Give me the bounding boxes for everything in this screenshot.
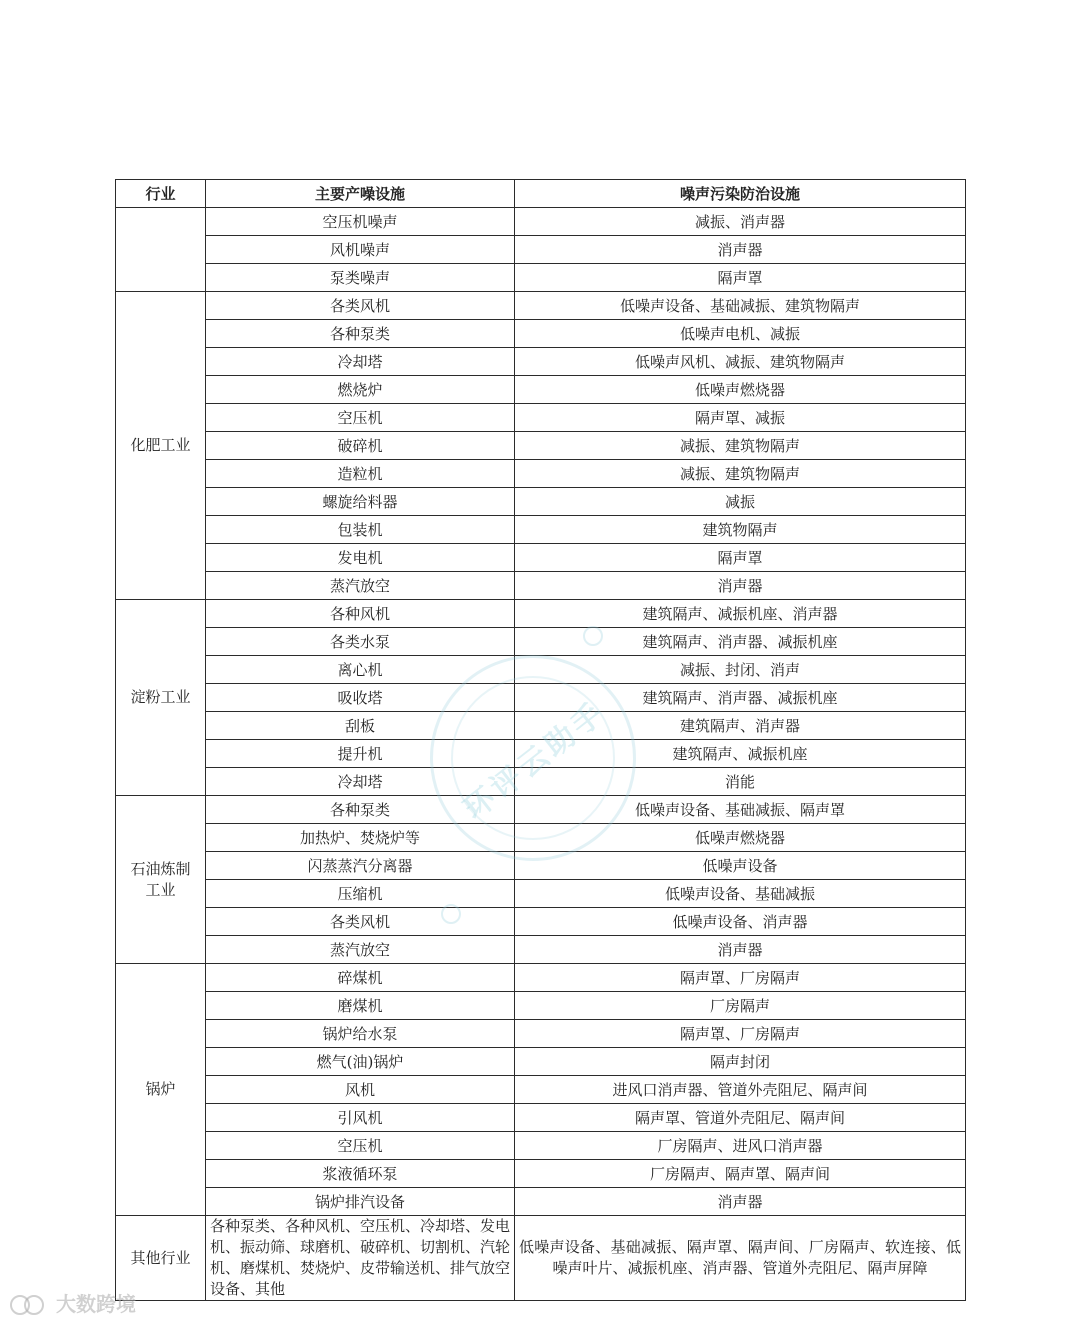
table-row: [116, 1132, 966, 1160]
noise-source-cell: 各类风机: [206, 908, 515, 936]
noise-source-cell: 各种泵类: [206, 796, 515, 824]
control-measure-cell: 减振、消声器: [515, 208, 966, 236]
noise-source-cell: 螺旋给料器: [206, 488, 515, 516]
control-measure-cell: 隔声罩: [515, 544, 966, 572]
control-measure-cell: 低噪声设备、基础减振、隔声罩、隔声间、厂房隔声、软连接、低噪声叶片、减振机座、消声器、管道外壳阻尼、隔声屏障: [515, 1216, 966, 1301]
noise-source-cell: 离心机: [206, 656, 515, 684]
footer-brand-text: 大数跨境: [56, 1292, 136, 1316]
table-row: [116, 348, 966, 376]
noise-source-cell: 冷却塔: [206, 768, 515, 796]
control-measure-cell: 建筑隔声、减振机座: [515, 740, 966, 768]
noise-source-cell: 破碎机: [206, 432, 515, 460]
control-measure-cell: 厂房隔声: [515, 992, 966, 1020]
noise-source-cell: 各种风机: [206, 600, 515, 628]
noise-source-cell: 锅炉排汽设备: [206, 1188, 515, 1216]
noise-source-cell: 磨煤机: [206, 992, 515, 1020]
noise-source-cell: 浆液循环泵: [206, 1160, 515, 1188]
control-measure-cell: 建筑物隔声: [515, 516, 966, 544]
table-row: [116, 852, 966, 880]
control-measure-cell: 低噪声燃烧器: [515, 376, 966, 404]
table-row: [116, 908, 966, 936]
control-measure-cell: 建筑隔声、消声器、减振机座: [515, 628, 966, 656]
noise-control-table: [115, 179, 966, 1301]
table-row: [116, 740, 966, 768]
table-row: [116, 376, 966, 404]
control-measure-cell: 消能: [515, 768, 966, 796]
noise-source-cell: 各种泵类: [206, 320, 515, 348]
header-industry: 行业: [116, 180, 206, 208]
control-measure-cell: 低噪声设备、消声器: [515, 908, 966, 936]
noise-source-cell: 冷却塔: [206, 348, 515, 376]
control-measure-cell: 消声器: [515, 936, 966, 964]
header-control-measure: 噪声污染防治设施: [515, 180, 966, 208]
table-row: [116, 292, 966, 320]
industry-cell: 淀粉工业: [116, 600, 206, 796]
industry-cell: 石油炼制 工业: [116, 796, 206, 964]
control-measure-cell: 低噪声风机、减振、建筑物隔声: [515, 348, 966, 376]
control-measure-cell: 隔声罩、厂房隔声: [515, 1020, 966, 1048]
table-row: [116, 488, 966, 516]
table-row: [116, 208, 966, 236]
control-measure-cell: 隔声罩: [515, 264, 966, 292]
control-measure-cell: 低噪声设备、基础减振、建筑物隔声: [515, 292, 966, 320]
industry-cell: 其他行业: [116, 1216, 206, 1301]
control-measure-cell: 低噪声燃烧器: [515, 824, 966, 852]
table-row: [116, 796, 966, 824]
control-measure-cell: 建筑隔声、消声器、减振机座: [515, 684, 966, 712]
noise-source-cell: 燃烧炉: [206, 376, 515, 404]
control-measure-cell: 消声器: [515, 1188, 966, 1216]
noise-source-cell: 风机: [206, 1076, 515, 1104]
table-row: [116, 1076, 966, 1104]
control-measure-cell: 隔声罩、管道外壳阻尼、隔声间: [515, 1104, 966, 1132]
control-measure-cell: 消声器: [515, 236, 966, 264]
industry-cell: [116, 208, 206, 292]
table-row: [116, 236, 966, 264]
noise-source-cell: 闪蒸蒸汽分离器: [206, 852, 515, 880]
control-measure-cell: 消声器: [515, 572, 966, 600]
control-measure-cell: 隔声封闭: [515, 1048, 966, 1076]
control-measure-cell: 低噪声设备、基础减振: [515, 880, 966, 908]
noise-source-cell: 各类风机: [206, 292, 515, 320]
noise-source-cell: 风机噪声: [206, 236, 515, 264]
control-measure-cell: 减振、封闭、消声: [515, 656, 966, 684]
noise-source-cell: 发电机: [206, 544, 515, 572]
control-measure-cell: 隔声罩、厂房隔声: [515, 964, 966, 992]
table-row: [116, 1216, 966, 1301]
control-measure-cell: 厂房隔声、进风口消声器: [515, 1132, 966, 1160]
table-row: [116, 768, 966, 796]
table-row: [116, 964, 966, 992]
table-row: [116, 1020, 966, 1048]
noise-source-cell: 加热炉、焚烧炉等: [206, 824, 515, 852]
table-row: [116, 824, 966, 852]
noise-source-cell: 碎煤机: [206, 964, 515, 992]
industry-cell: 化肥工业: [116, 292, 206, 600]
table-row: [116, 404, 966, 432]
table-row: [116, 1160, 966, 1188]
control-measure-cell: 进风口消声器、管道外壳阻尼、隔声间: [515, 1076, 966, 1104]
table-row: [116, 656, 966, 684]
control-measure-cell: 低噪声设备: [515, 852, 966, 880]
noise-source-cell: 造粒机: [206, 460, 515, 488]
noise-source-cell: 泵类噪声: [206, 264, 515, 292]
noise-source-cell: 提升机: [206, 740, 515, 768]
control-measure-cell: 低噪声设备、基础减振、隔声罩: [515, 796, 966, 824]
control-measure-cell: 建筑隔声、消声器: [515, 712, 966, 740]
table-row: [116, 516, 966, 544]
table-row: [116, 544, 966, 572]
table-body: [116, 208, 966, 1301]
table-row: [116, 460, 966, 488]
control-measure-cell: 厂房隔声、隔声罩、隔声间: [515, 1160, 966, 1188]
industry-cell: 锅炉: [116, 964, 206, 1216]
table-row: [116, 684, 966, 712]
table-row: [116, 1048, 966, 1076]
table-header-row: [116, 180, 966, 208]
table-row: [116, 936, 966, 964]
header-noise-source: 主要产噪设施: [206, 180, 515, 208]
table-row: [116, 320, 966, 348]
footer-brand: [10, 1288, 136, 1317]
control-measure-cell: 低噪声电机、减振: [515, 320, 966, 348]
noise-source-cell: 压缩机: [206, 880, 515, 908]
noise-source-cell: 包装机: [206, 516, 515, 544]
table-row: [116, 712, 966, 740]
watermark-dot: [441, 904, 461, 924]
table-row: [116, 432, 966, 460]
watermark-text: 环评云助手: [457, 694, 613, 827]
noise-source-cell: 吸收塔: [206, 684, 515, 712]
table-row: [116, 600, 966, 628]
table-row: [116, 992, 966, 1020]
noise-source-cell: 刮板: [206, 712, 515, 740]
noise-source-cell: 燃气(油)锅炉: [206, 1048, 515, 1076]
table-row: [116, 1104, 966, 1132]
table-row: [116, 880, 966, 908]
table-row: [116, 628, 966, 656]
noise-source-cell: 锅炉给水泵: [206, 1020, 515, 1048]
noise-source-cell: 各类水泵: [206, 628, 515, 656]
control-measure-cell: 隔声罩、减振: [515, 404, 966, 432]
table-row: [116, 572, 966, 600]
table-row: [116, 1188, 966, 1216]
control-measure-cell: 减振: [515, 488, 966, 516]
noise-source-cell: 空压机: [206, 404, 515, 432]
control-measure-cell: 减振、建筑物隔声: [515, 432, 966, 460]
noise-source-cell: 空压机噪声: [206, 208, 515, 236]
control-measure-cell: 减振、建筑物隔声: [515, 460, 966, 488]
noise-source-cell: 蒸汽放空: [206, 572, 515, 600]
brand-logo-icon: [10, 1292, 50, 1314]
noise-source-cell: 蒸汽放空: [206, 936, 515, 964]
noise-source-cell: 各种泵类、各种风机、空压机、冷却塔、发电机、振动筛、球磨机、破碎机、切割机、汽轮机、磨煤机、焚烧炉、皮带输送机、排气放空设备、其他: [206, 1216, 515, 1301]
watermark-dot: [583, 626, 603, 646]
table-row: [116, 264, 966, 292]
noise-source-cell: 引风机: [206, 1104, 515, 1132]
control-measure-cell: 建筑隔声、减振机座、消声器: [515, 600, 966, 628]
noise-source-cell: 空压机: [206, 1132, 515, 1160]
